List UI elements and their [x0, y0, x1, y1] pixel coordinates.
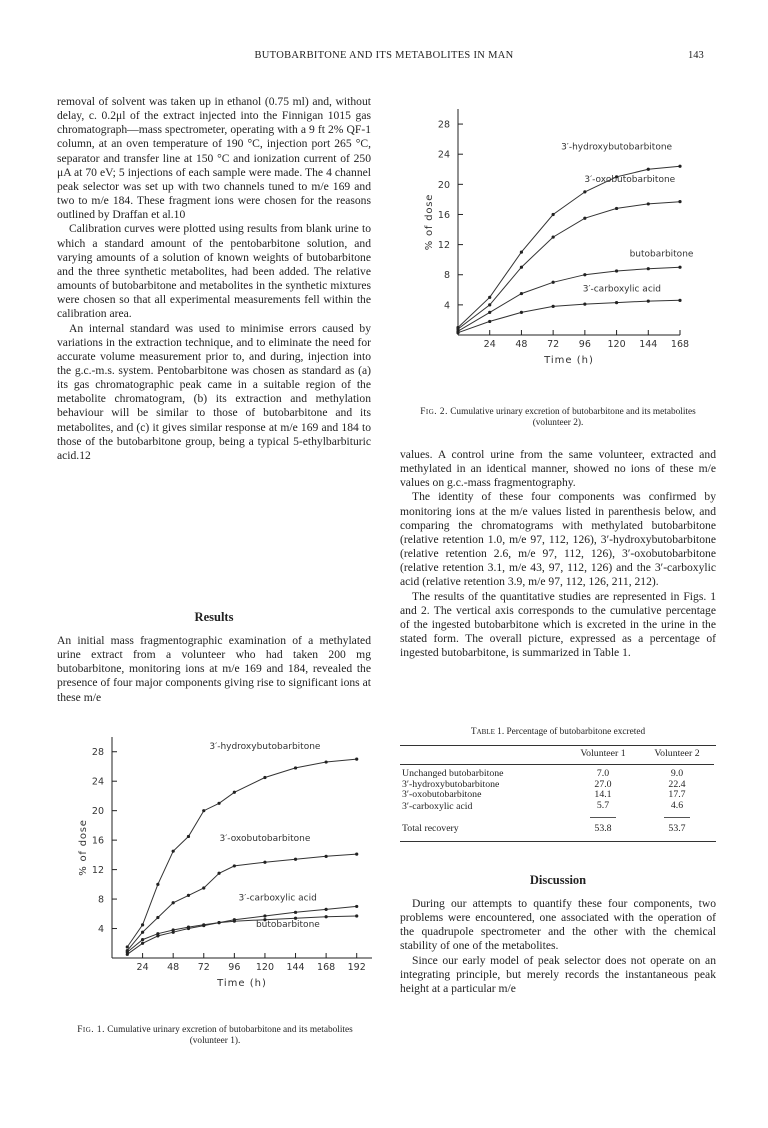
results-text [57, 634, 371, 705]
data-point [647, 267, 650, 270]
data-point [552, 281, 555, 284]
series-line [458, 300, 680, 332]
table-row [400, 769, 714, 780]
data-point [233, 864, 236, 867]
data-point [294, 766, 297, 769]
x-axis-label: Time (h) [217, 978, 267, 989]
y-tick-label: 28 [437, 119, 450, 131]
data-point [355, 853, 358, 856]
figure-1-chart [52, 725, 377, 1010]
data-point [325, 855, 328, 858]
discussion-text [400, 897, 716, 996]
series-label: butobarbitone [255, 920, 320, 931]
table-cell: 53.8 [594, 822, 612, 834]
series-label: 3′-hydroxybutobarbitone [209, 741, 321, 752]
data-point [156, 916, 159, 919]
data-point [647, 300, 650, 303]
table-cell: 5.7 [596, 800, 610, 812]
paragraph: An internal standard was used to minimise errors caused by variations in the extraction technique, and to eliminate the need for accurate volume measurement prior to, and during, injection into the g.c.-m.s. system. Pentobarbitone was chosen as standard as (a) its gas chromatographic peak came in a suitable region of the metabolite chromatogram, (b) its extraction and methylation behaviour will be similar to those of butobarbitone and its metabolites, and (c) it gives similar response at m/e 169 and 184 to those of the butobarbitone group, being a typical 5-ethylbarbituric acid.12 [57, 321, 371, 462]
data-point [294, 858, 297, 861]
data-point [141, 942, 144, 945]
data-point [678, 299, 681, 302]
series-label: 3′-hydroxybutobarbitone [561, 142, 673, 153]
data-point [233, 918, 236, 921]
page-number: 143 [688, 50, 704, 61]
series-label: 3′-oxobutobarbitone [219, 833, 311, 844]
x-tick-label: 192 [347, 962, 366, 973]
data-point [583, 273, 586, 276]
x-tick-label: 24 [136, 962, 149, 973]
data-point [678, 200, 681, 203]
data-point [156, 934, 159, 937]
y-tick-label: 16 [91, 835, 104, 847]
x-tick-label: 120 [255, 962, 275, 973]
paragraph: An initial mass fragmentographic examination of a methylated urine extract from a volunteer who had taken 200 mg butobarbitone, monitoring ions at m/e 169 and 184, revealed the presence of four major components giving rise to significant ions at these m/e [57, 634, 371, 704]
data-point [647, 168, 650, 171]
table-cell: Unchanged butobarbitone [402, 767, 504, 779]
y-tick-label: 4 [443, 300, 450, 312]
data-point [202, 886, 205, 889]
paragraph: Since our early model of peak selector does not operate on an integrating principle, but merely records the instantaneous peak height at a particular m/e [400, 953, 716, 995]
x-tick-label: 48 [167, 962, 180, 973]
figure-2-caption [400, 407, 716, 429]
y-tick-label: 8 [97, 894, 104, 906]
table-cell: 22.4 [668, 778, 686, 790]
x-tick-label: 168 [670, 339, 690, 350]
y-tick-label: 4 [97, 924, 104, 936]
figure-1-caption [57, 1025, 373, 1047]
x-tick-label: 48 [515, 339, 528, 350]
data-point [615, 207, 618, 210]
y-axis-label: % of dose [78, 819, 89, 876]
data-point [488, 296, 491, 299]
x-tick-label: 144 [286, 962, 305, 973]
data-point [583, 303, 586, 306]
table-cell: Total recovery [402, 822, 459, 834]
data-point [488, 303, 491, 306]
table-1 [400, 745, 716, 842]
table-total-row [400, 824, 714, 835]
y-tick-label: 20 [437, 179, 450, 191]
data-point [355, 758, 358, 761]
data-point [552, 235, 555, 238]
x-tick-label: 72 [547, 339, 560, 350]
paragraph: removal of solvent was taken up in ethanol (0.75 ml) and, without delay, c. 0.2μl of the extract injected into the Finnigan 1015 gas chromatograph—mass spectrometer, operating with a 9 ft 2% QF-1 column, at an oven temperature of 190 °C, injection port 265 °C, separator and transfer line at 150 °C and ionization current of 250 μA at 70 eV; 5 injections of each sample were made. The 4 channel peak selector was set up with two channels tuned to m/e 169 and two to m/e 184. These fragment ions were chosen for the reasons outlined by Draffan et al.10 [57, 95, 371, 222]
data-point [187, 894, 190, 897]
table-cell: 7.0 [596, 767, 610, 779]
table-row [400, 801, 714, 814]
table-cell: 9.0 [670, 767, 684, 779]
x-axis-label: Time (h) [544, 355, 594, 366]
data-point [217, 921, 220, 924]
data-point [583, 190, 586, 193]
figure-1-label: Fig. 1. [77, 1025, 105, 1035]
data-point [263, 861, 266, 864]
data-point [615, 269, 618, 272]
x-tick-label: 144 [639, 339, 658, 350]
series-line [127, 916, 356, 952]
table-cell: 14.1 [594, 789, 612, 801]
data-point [520, 266, 523, 269]
sum-rule [664, 817, 690, 818]
data-point [678, 266, 681, 269]
table-cell: 27.0 [594, 778, 612, 790]
data-point [583, 217, 586, 220]
data-point [325, 760, 328, 763]
table-cell: 4.6 [670, 800, 684, 812]
table-1-caption-text: Percentage of butobarbitone excreted [506, 727, 646, 737]
left-column-text [57, 95, 371, 463]
data-point [126, 953, 129, 956]
figure-2-caption-text: Cumulative urinary excretion of butobarbitone and its metabolites (volunteer 2). [450, 407, 696, 428]
figure-2-label: Fig. 2. [420, 407, 448, 417]
data-point [263, 914, 266, 917]
data-point [202, 809, 205, 812]
data-point [325, 915, 328, 918]
data-point [126, 945, 129, 948]
y-tick-label: 16 [437, 209, 450, 221]
series-label: 3′-carboxylic acid [238, 893, 317, 904]
y-tick-label: 24 [437, 149, 450, 161]
data-point [172, 850, 175, 853]
data-point [615, 301, 618, 304]
data-point [217, 872, 220, 875]
paragraph: The identity of these four components was confirmed by monitoring ions at the m/e values listed in parenthesis below, and comparing the chromatograms with methylated butobarbitone (relative retention 1.0, m/e 97, 112, 126), 3′-hydroxybutobarbitone (relative retention 2.6, m/e 97, 112, 126), 3′-oxobutobarbitone (relative retention 3.1, m/e 43, 97, 112, 126) and the 3′-carboxylic acid (relative retention 3.9, m/e 97, 112, 126, 211, 212). [400, 490, 716, 589]
y-tick-label: 20 [91, 806, 104, 818]
x-tick-label: 96 [578, 339, 591, 350]
data-point [202, 924, 205, 927]
table-header-cell [400, 746, 566, 764]
x-tick-label: 96 [228, 962, 241, 973]
data-point [217, 802, 220, 805]
data-point [156, 883, 159, 886]
right-column-text [400, 448, 716, 660]
paragraph: Calibration curves were plotted using results from blank urine to which a standard amount of the pentobarbitone solution, and varying amounts of a solution of known weights of butobarbitone and the three synthetic metabolites, had been added. The relative amounts of butobarbitone and metabolites in the synthetic mixtures were chosen so that all experimental measurements fell within the calibration area. [57, 222, 371, 321]
data-point [647, 202, 650, 205]
series-label: 3′-oxobutobarbitone [584, 175, 676, 186]
data-point [233, 791, 236, 794]
table-header-cell: Volunteer 1 [580, 748, 626, 759]
table-cell: 53.7 [668, 822, 686, 834]
table-1-caption [400, 727, 716, 737]
table-cell: 3′-oxobutobarbitone [402, 789, 482, 801]
data-point [141, 938, 144, 941]
figure-1-caption-text: Cumulative urinary excretion of butobarbitone and its metabolites (volunteer 1). [107, 1025, 353, 1046]
data-point [172, 901, 175, 904]
y-tick-label: 12 [437, 240, 450, 252]
data-point [141, 923, 144, 926]
figure-2-chart [410, 95, 710, 395]
data-point [678, 165, 681, 168]
discussion-heading: Discussion [529, 873, 587, 887]
x-tick-label: 168 [317, 962, 336, 973]
y-tick-label: 8 [443, 270, 450, 282]
sum-rule [590, 817, 616, 818]
data-point [355, 914, 358, 917]
data-point [294, 911, 297, 914]
x-tick-label: 24 [483, 339, 496, 350]
series-label: butobarbitone [629, 249, 694, 260]
data-point [520, 311, 523, 314]
data-point [325, 908, 328, 911]
y-tick-label: 12 [91, 865, 104, 877]
x-tick-label: 72 [197, 962, 210, 973]
paragraph: During our attempts to quantify these four components, two problems were encountered, one associated with the operation of the quadrupole spectrometer and the other with the chemical stability of one of the metabolites. [400, 897, 716, 953]
table-1-label: Table 1. [470, 727, 505, 737]
data-point [187, 927, 190, 930]
data-point [355, 905, 358, 908]
data-point [520, 251, 523, 254]
x-tick-label: 120 [607, 339, 626, 350]
table-row [400, 790, 714, 801]
data-point [456, 331, 459, 334]
data-point [141, 931, 144, 934]
y-axis-label: % of dose [424, 193, 435, 251]
y-tick-label: 24 [91, 776, 104, 788]
results-heading: Results [194, 610, 234, 624]
data-point [552, 213, 555, 216]
table-cell: 17.7 [668, 789, 686, 801]
series-label: 3′-carboxylic acid [582, 284, 661, 295]
paragraph: The results of the quantitative studies are represented in Figs. 1 and 2. The vertical axis corresponds to the cumulative percentage of the ingested butobarbitone which is excreted in the urine in the stated form. The overall picture, expressed as a percentage of ingested butobarbitone, is summarized in Table 1. [400, 589, 716, 660]
data-point [172, 931, 175, 934]
table-header-cell: Volunteer 2 [654, 748, 700, 759]
table-cell: 3′-carboxylic acid [402, 801, 473, 813]
y-tick-label: 28 [91, 747, 104, 759]
paragraph: values. A control urine from the same volunteer, extracted and methylated in an identical manner, showed no ions of these m/e values on g.c.-mass fragmentography. [400, 448, 716, 490]
data-point [552, 305, 555, 308]
table-cell: 3′-hydroxybutobarbitone [402, 778, 500, 790]
data-point [488, 311, 491, 314]
data-point [488, 320, 491, 323]
data-point [263, 776, 266, 779]
running-head: BUTOBARBITONE AND ITS METABOLITES IN MAN [254, 50, 514, 61]
data-point [520, 292, 523, 295]
data-point [187, 835, 190, 838]
series-line [458, 202, 680, 329]
